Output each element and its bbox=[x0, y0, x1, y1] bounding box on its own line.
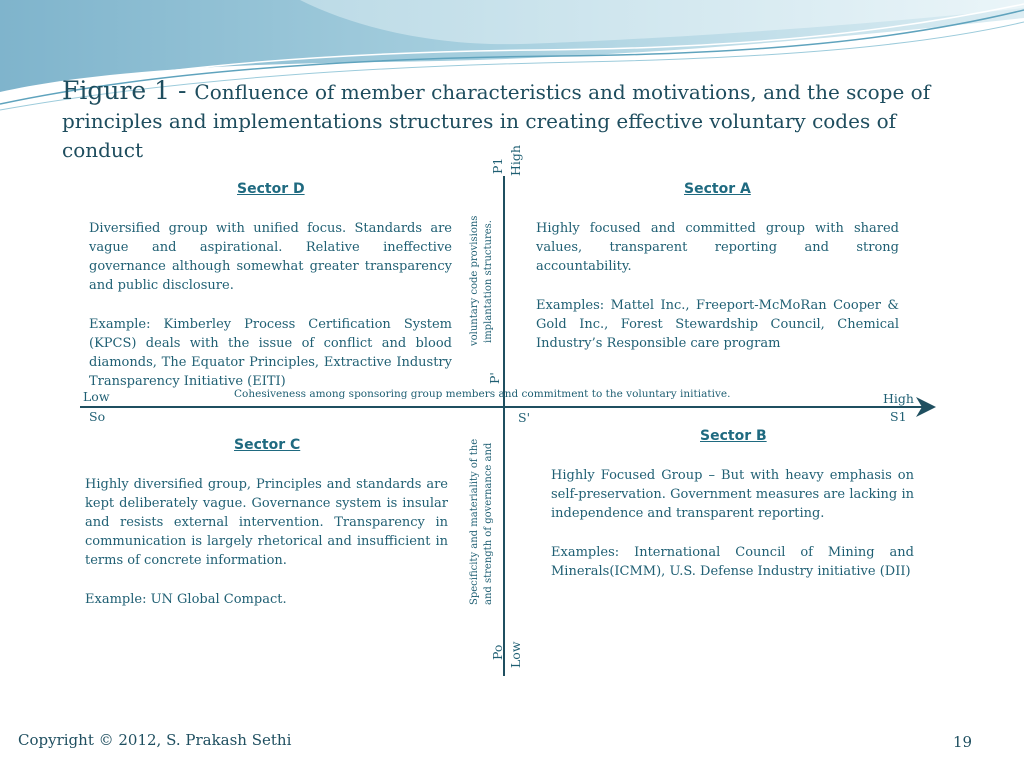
sector-d-body: Diversified group with unified focus. Standards are vague and aspirational. Relative ineffective governance although somewhat greater transparency and public disclosure. bbox=[89, 221, 452, 293]
y-axis-title-bottom-line2: and strength of governance and bbox=[483, 442, 494, 605]
sector-d-description bbox=[89, 219, 452, 411]
sector-d-title: Sector D bbox=[237, 181, 305, 197]
sector-c-description bbox=[85, 475, 448, 629]
y-axis-low-label: Low bbox=[508, 641, 523, 668]
x-axis-low-code: So bbox=[89, 409, 106, 424]
y-axis-title-bottom-line1: Specificity and materiality of the bbox=[469, 438, 480, 605]
x-axis-high-code: S1 bbox=[890, 409, 907, 424]
y-axis-high-label: High bbox=[508, 145, 523, 176]
sector-a-description bbox=[536, 219, 899, 373]
sector-b-body: Highly Focused Group – But with heavy emphasis on self-preservation. Government measures are lacking in independence and transparent reporting. bbox=[551, 468, 914, 521]
y-axis-high-code: P1 bbox=[490, 157, 505, 174]
figure-caption: Confluence of member characteristics and motivations, and the scope of principles and implementations structures in creating effective voluntary codes of conduct bbox=[62, 80, 931, 162]
sector-c-body: Highly diversified group, Principles and standards are kept deliberately vague. Governance system is insular and resists external intervention. Transparency in communication is largely rhetorical and insufficient in terms of concrete information. bbox=[85, 477, 448, 568]
sector-c-example: Example: UN Global Compact. bbox=[85, 592, 287, 607]
page-number: 19 bbox=[953, 733, 973, 751]
sector-b-description bbox=[551, 466, 914, 601]
x-axis-title: Cohesiveness among sponsoring group members and commitment to the voluntary initiative. bbox=[234, 388, 731, 400]
sector-a-example: Examples: Mattel Inc., Freeport-McMoRan Cooper & Gold Inc., Forest Stewardship Council, Chemical Industry’s Responsible care program bbox=[536, 298, 899, 351]
sector-c-title: Sector C bbox=[234, 437, 301, 453]
x-axis-mid-label: S' bbox=[518, 410, 530, 425]
sector-a-body: Highly focused and committed group with shared values, transparent reporting and strong accountability. bbox=[536, 221, 899, 274]
y-axis-title-top-line1: voluntary code provisions bbox=[469, 215, 480, 346]
sector-b-title: Sector B bbox=[700, 428, 767, 444]
y-axis-title-top-line2: implantation structures. bbox=[483, 220, 494, 343]
sector-b-example: Examples: International Council of Mining and Minerals(ICMM), U.S. Defense Industry initiative (DII) bbox=[551, 545, 914, 579]
sector-a-title: Sector A bbox=[684, 181, 751, 197]
y-axis-low-code: Po bbox=[490, 644, 505, 660]
sector-d-example: Example: Kimberley Process Certification System (KPCS) deals with the issue of conflict and blood diamonds, The Equator Principles, Extractive Industry Transparency Initiative (EITI) bbox=[89, 317, 452, 389]
x-axis-high-label: High bbox=[883, 391, 914, 406]
copyright-notice: Copyright © 2012, S. Prakash Sethi bbox=[18, 731, 292, 749]
y-axis-mid-label: P' bbox=[487, 372, 502, 384]
x-axis-low-label: Low bbox=[83, 389, 110, 404]
figure-label: Figure 1 - bbox=[62, 76, 195, 105]
